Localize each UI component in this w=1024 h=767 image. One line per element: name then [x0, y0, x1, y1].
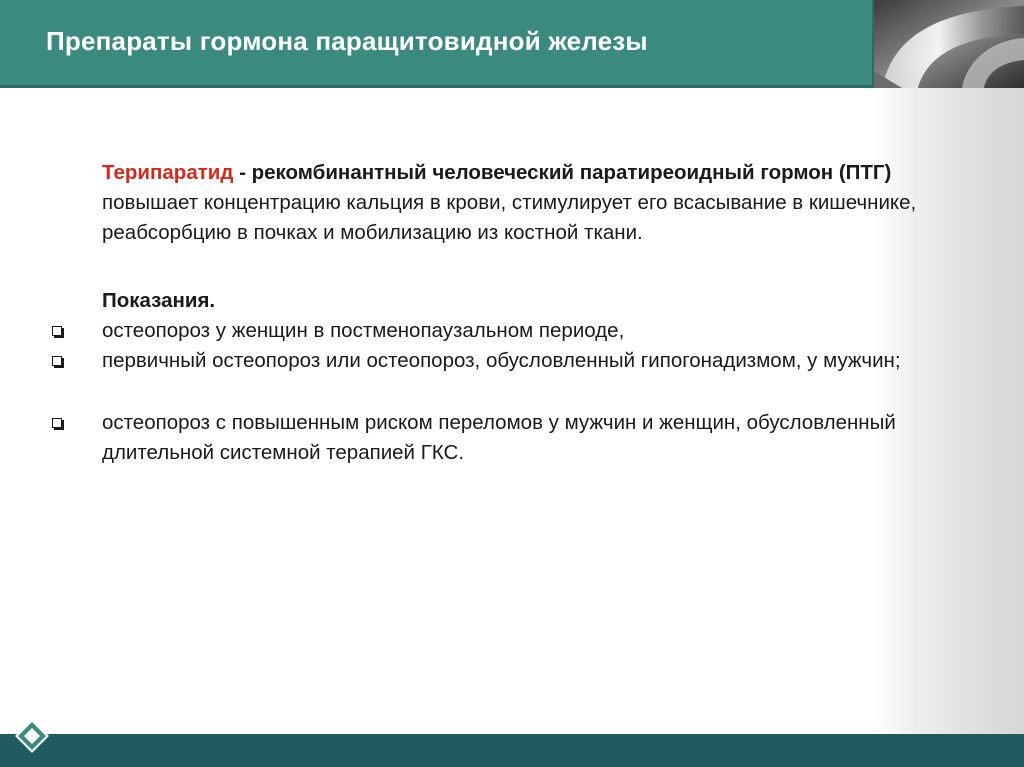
definition-paragraph — [102, 158, 942, 248]
checkbox-square-icon — [52, 326, 62, 336]
definition-bold: - рекомбинантный человеческий паратиреоидный гормон (ПТГ) — [233, 161, 892, 184]
decorative-pipe-image — [872, 0, 1024, 88]
checkbox-square-icon — [52, 356, 62, 366]
checkbox-square-icon — [52, 418, 62, 428]
diamond-icon — [14, 718, 50, 754]
drug-name: Терипаратид — [102, 161, 234, 184]
footer-bar — [0, 734, 1024, 767]
slide-title: Препараты гормона паращитовидной железы — [46, 26, 648, 56]
definition-text: повышает концентрацию кальция в крови, стимулирует его всасывание в кишечнике, реабсорбцию в почках и мобилизацию из костной ткани. — [102, 191, 917, 244]
header-underline — [0, 85, 1024, 88]
indications-heading: Показания. — [102, 289, 216, 312]
